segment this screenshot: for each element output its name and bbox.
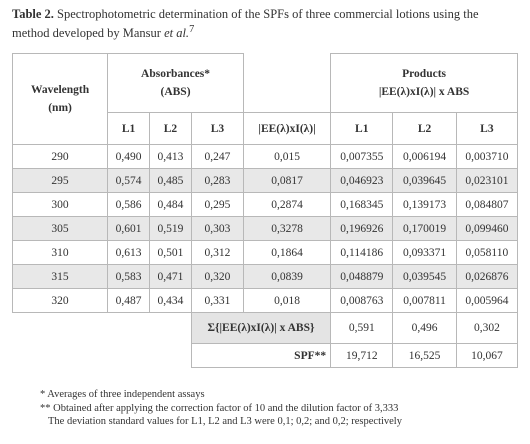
abs-l1-cell: 0,487 bbox=[108, 289, 150, 313]
prod-l1-cell: 0,168345 bbox=[331, 193, 393, 217]
prod-l2-cell: 0,007811 bbox=[393, 289, 456, 313]
absorbances-header bbox=[108, 54, 244, 113]
wavelength-cell: 300 bbox=[13, 193, 108, 217]
table-caption bbox=[12, 6, 517, 41]
prod-l1-header: L1 bbox=[331, 113, 393, 145]
ee-cell: 0,2874 bbox=[243, 193, 330, 217]
abs-l3-cell: 0,312 bbox=[191, 241, 243, 265]
table-row bbox=[13, 241, 518, 265]
abs-l3-cell: 0,247 bbox=[191, 145, 243, 169]
wavelength-cell: 305 bbox=[13, 217, 108, 241]
spf-l1-cell: 19,712 bbox=[331, 344, 393, 368]
prod-l2-cell: 0,039545 bbox=[393, 265, 456, 289]
table-notes bbox=[40, 388, 520, 429]
spf-l3-cell: 10,067 bbox=[456, 344, 517, 368]
absorbances-header-line1: Absorbances* bbox=[141, 68, 211, 80]
header-row-1 bbox=[13, 54, 518, 113]
note-averages: * Averages of three independent assays bbox=[40, 389, 205, 400]
prod-l2-cell: 0,006194 bbox=[393, 145, 456, 169]
wavelength-cell: 310 bbox=[13, 241, 108, 265]
prod-l1-cell: 0,046923 bbox=[331, 169, 393, 193]
absorbances-header-line2: (ABS) bbox=[160, 86, 191, 98]
table-row bbox=[13, 145, 518, 169]
table-number: Table 2. bbox=[12, 7, 54, 21]
abs-l1-header: L1 bbox=[108, 113, 150, 145]
prod-l3-cell: 0,058110 bbox=[456, 241, 517, 265]
prod-l2-cell: 0,093371 bbox=[393, 241, 456, 265]
products-header-line2: |EE(λ)xI(λ)| x ABS bbox=[378, 86, 470, 98]
table-row bbox=[13, 193, 518, 217]
prod-l2-cell: 0,170019 bbox=[393, 217, 456, 241]
spf-table bbox=[12, 53, 518, 368]
prod-l3-cell: 0,023101 bbox=[456, 169, 517, 193]
sum-row bbox=[13, 313, 518, 344]
sum-label: Σ{|EE(λ)xI(λ)| x ABS} bbox=[191, 313, 330, 344]
table-row bbox=[13, 289, 518, 313]
ee-cell: 0,0817 bbox=[243, 169, 330, 193]
prod-l3-cell: 0,005964 bbox=[456, 289, 517, 313]
abs-l3-cell: 0,331 bbox=[191, 289, 243, 313]
ee-cell: 0,015 bbox=[243, 145, 330, 169]
abs-l1-cell: 0,583 bbox=[108, 265, 150, 289]
abs-l2-cell: 0,501 bbox=[149, 241, 191, 265]
products-header-line1: Products bbox=[402, 68, 446, 80]
table-row bbox=[13, 265, 518, 289]
abs-l2-cell: 0,413 bbox=[149, 145, 191, 169]
prod-l1-cell: 0,008763 bbox=[331, 289, 393, 313]
abs-l2-cell: 0,471 bbox=[149, 265, 191, 289]
spf-l2-cell: 16,525 bbox=[393, 344, 456, 368]
sum-l3-cell: 0,302 bbox=[456, 313, 517, 344]
wavelength-header-line2: (nm) bbox=[48, 102, 72, 114]
abs-l3-cell: 0,283 bbox=[191, 169, 243, 193]
spf-row bbox=[13, 344, 518, 368]
prod-l2-cell: 0,139173 bbox=[393, 193, 456, 217]
abs-l1-cell: 0,613 bbox=[108, 241, 150, 265]
spf-label: SPF** bbox=[191, 344, 330, 368]
table-row bbox=[13, 217, 518, 241]
table-row bbox=[13, 169, 518, 193]
prod-l2-cell: 0,039645 bbox=[393, 169, 456, 193]
abs-l1-cell: 0,574 bbox=[108, 169, 150, 193]
caption-text: Spectrophotometric determination of the SPFs of three commercial lotions using the method developed by Mansur bbox=[12, 7, 479, 41]
sum-l1-cell: 0,591 bbox=[331, 313, 393, 344]
wavelength-cell: 320 bbox=[13, 289, 108, 313]
note-deviation: The deviation standard values for L1, L2 and L3 were 0,1; 0,2; and 0,2; respectively bbox=[48, 416, 402, 427]
wavelength-header bbox=[13, 54, 108, 145]
ee-cell: 0,0839 bbox=[243, 265, 330, 289]
abs-l1-cell: 0,490 bbox=[108, 145, 150, 169]
products-header bbox=[331, 54, 518, 113]
spf-row-spacer bbox=[13, 344, 192, 368]
abs-l3-cell: 0,295 bbox=[191, 193, 243, 217]
prod-l3-cell: 0,003710 bbox=[456, 145, 517, 169]
abs-l3-cell: 0,320 bbox=[191, 265, 243, 289]
abs-l3-cell: 0,303 bbox=[191, 217, 243, 241]
prod-l2-header: L2 bbox=[393, 113, 456, 145]
wavelength-cell: 315 bbox=[13, 265, 108, 289]
abs-l2-cell: 0,434 bbox=[149, 289, 191, 313]
abs-l2-cell: 0,519 bbox=[149, 217, 191, 241]
sum-row-spacer bbox=[13, 313, 192, 344]
abs-l3-header: L3 bbox=[191, 113, 243, 145]
abs-l1-cell: 0,601 bbox=[108, 217, 150, 241]
prod-l1-cell: 0,196926 bbox=[331, 217, 393, 241]
wavelength-cell: 295 bbox=[13, 169, 108, 193]
prod-l3-cell: 0,026876 bbox=[456, 265, 517, 289]
ee-cell: 0,1864 bbox=[243, 241, 330, 265]
caption-etal: et al. bbox=[164, 26, 190, 41]
ee-cell: 0,3278 bbox=[243, 217, 330, 241]
empty-header-cell bbox=[243, 54, 330, 113]
prod-l3-cell: 0,084807 bbox=[456, 193, 517, 217]
prod-l3-cell: 0,099460 bbox=[456, 217, 517, 241]
abs-l2-cell: 0,485 bbox=[149, 169, 191, 193]
note-correction: ** Obtained after applying the correction factor of 10 and the dilution factor of 3,333 bbox=[40, 402, 399, 414]
ee-cell: 0,018 bbox=[243, 289, 330, 313]
prod-l1-cell: 0,048879 bbox=[331, 265, 393, 289]
ee-header: |EE(λ)xI(λ)| bbox=[243, 113, 330, 145]
wavelength-cell: 290 bbox=[13, 145, 108, 169]
caption-ref: 7 bbox=[189, 24, 195, 35]
prod-l1-cell: 0,007355 bbox=[331, 145, 393, 169]
prod-l3-header: L3 bbox=[456, 113, 517, 145]
abs-l1-cell: 0,586 bbox=[108, 193, 150, 217]
prod-l1-cell: 0,114186 bbox=[331, 241, 393, 265]
sum-l2-cell: 0,496 bbox=[393, 313, 456, 344]
wavelength-header-line1: Wavelength bbox=[30, 84, 90, 96]
abs-l2-header: L2 bbox=[149, 113, 191, 145]
abs-l2-cell: 0,484 bbox=[149, 193, 191, 217]
